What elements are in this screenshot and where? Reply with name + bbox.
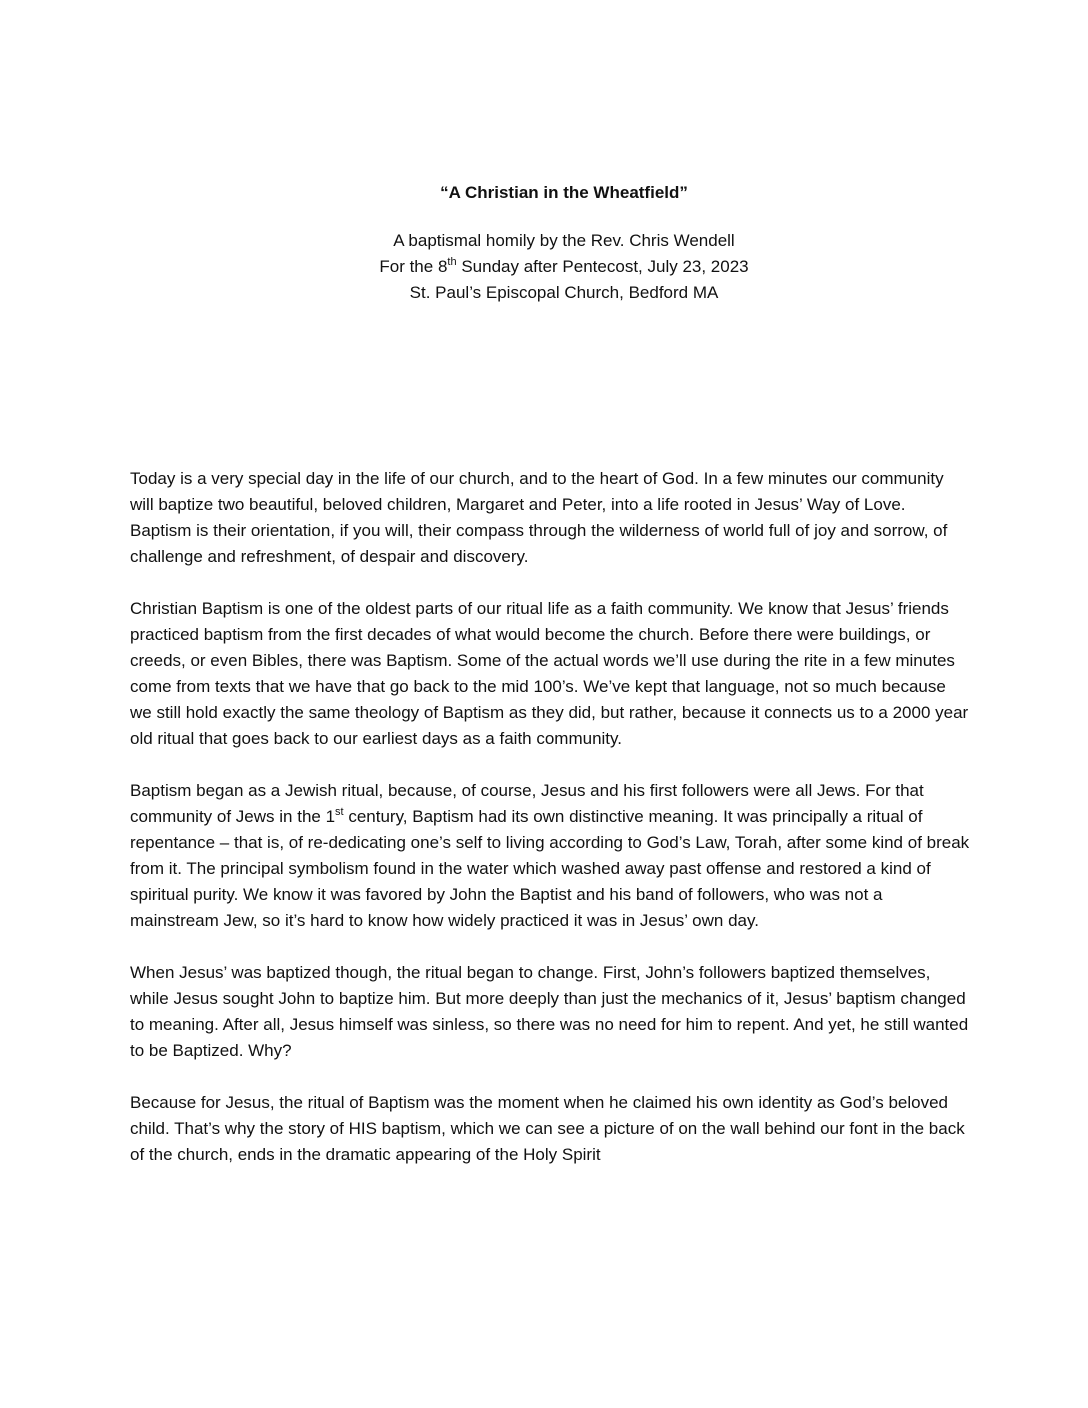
subtitle-church-line: St. Paul’s Episcopal Church, Bedford MA <box>409 283 719 302</box>
paragraph-3-part-b: century, Baptism had its own distinctive meaning. It was principally a ritual of repentance – that is, of re-dedicating one’s self to living according to God’s Law, Torah, after some kind of break from it. The principal symbolism found in the water which washed away past offense and restored a kind of spiritual purity. We know it was favored by John the Baptist and his band of followers, who was not a mainstream Jew, so it’s hard to know how widely practiced it was in Jesus’ own day. <box>130 807 970 930</box>
paragraph-3-superscript: st <box>335 806 344 818</box>
paragraph-3 <box>130 778 970 934</box>
subtitle-date-superscript: th <box>447 256 457 268</box>
subtitle-author-line: A baptismal homily by the Rev. Chris Wendell <box>393 231 735 250</box>
paragraph-4: When Jesus’ was baptized though, the ritual began to change. First, John’s followers baptized themselves, while Jesus sought John to baptize him. But more deeply than just the mechanics of it, Jesus’ baptism changed to meaning. After all, Jesus himself was sinless, so there was no need for him to repent. And yet, he still wanted to be Baptized. Why? <box>130 963 969 1060</box>
paragraph-2: Christian Baptism is one of the oldest parts of our ritual life as a faith community. We know that Jesus’ friends practiced baptism from the first decades of what would become the church. Before there were buildings, or creeds, or even Bibles, there was Baptism. Some of the actual words we’ll use during the rite in a few minutes come from texts that we have that go back to the mid 100’s. We’ve kept that language, not so much because we still hold exactly the same theology of Baptism as they did, but rather, because it connects us to a 2000 year old ritual that goes back to our earliest days as a faith community. <box>130 599 969 748</box>
paragraph-1: Today is a very special day in the life of our church, and to the heart of God. In a few minutes our community will baptize two beautiful, beloved children, Margaret and Peter, into a life rooted in Jesus’ Way of Love. Baptism is their orientation, if you will, their compass through the wilderness of world full of joy and sorrow, of challenge and refreshment, of despair and discovery. <box>130 469 948 566</box>
subtitle-date-prefix: For the 8 <box>379 257 448 276</box>
paragraph-5: Because for Jesus, the ritual of Baptism was the moment when he claimed his own identity as God’s beloved child. That’s why the story of HIS baptism, which we can see a picture of on the wall behind our font in the back of the church, ends in the dramatic appearing of the Holy Spirit <box>130 1093 965 1164</box>
paragraph-3-part-a: Baptism began as a Jewish ritual, because, of course, Jesus and his first followers were all Jews. For that community of Jews in the 1 <box>130 781 924 826</box>
document-subtitle <box>20 228 1088 306</box>
subtitle-date-suffix: Sunday after Pentecost, July 23, 2023 <box>456 257 749 276</box>
subtitle-date-line <box>20 254 1088 280</box>
document-title: “A Christian in the Wheatfield” <box>440 183 688 202</box>
document-body <box>130 466 970 1168</box>
document-header <box>0 180 1088 306</box>
